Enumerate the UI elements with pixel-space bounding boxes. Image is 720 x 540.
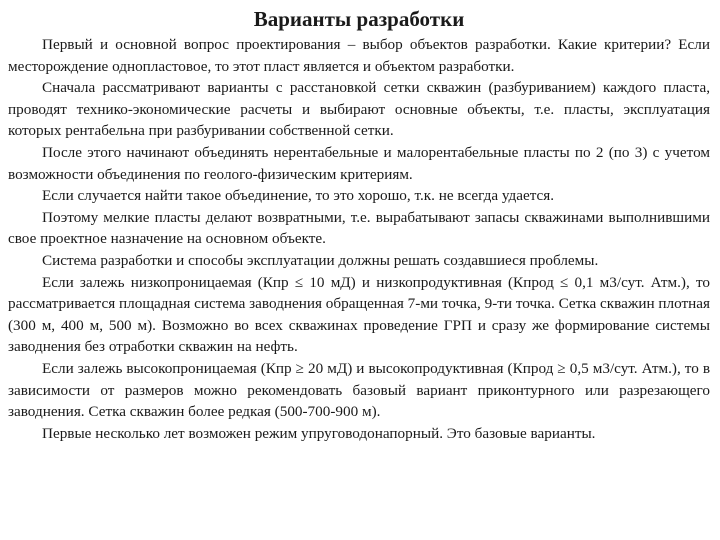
paragraph: Поэтому мелкие пласты делают возвратными, т.е. вырабатывают запасы скважинами выполнившими свое проектное назначение на основном объекте. bbox=[8, 208, 710, 248]
page-title: Варианты разработки bbox=[253, 7, 465, 31]
paragraph: Первый и основной вопрос проектирования – выбор объектов разработки. Какие критерии? Если месторождение однопластовое, то этот пласт является и объектом разработки. bbox=[8, 36, 710, 75]
paragraph: Система разработки и способы эксплуатации должны решать создавшиеся проблемы. bbox=[42, 251, 599, 269]
document-body bbox=[8, 34, 710, 444]
paragraph: Первые несколько лет возможен режим упруговодонапорный. Это базовые варианты. bbox=[42, 424, 596, 442]
paragraph: После этого начинают объединять нерентабельные и малорентабельные пласты по 2 (по 3) с учетом возможности объединения по геолого-физическим критериям. bbox=[8, 143, 710, 183]
paragraph: Если залежь высокопроницаемая (Кпр ≥ 20 мД) и высокопродуктивная (Кпрод ≥ 0,5 м3/сут. Атм.), то в зависимости от размеров можно рекомендовать базовый вариант приконтурного или разрезающего заводнения. Сетка скважин более редкая (500-700-900 м). bbox=[8, 359, 710, 421]
paragraph: Сначала рассматривают варианты с расстановкой сетки скважин (разбуриванием) каждого пласта, проводят технико-экономические расчеты и выбирают основные объекты, т.е. пласты, эксплуатация которых рентабельна при разбуривании собственной сетки. bbox=[8, 79, 710, 140]
paragraph: Если случается найти такое объединение, то это хорошо, т.к. не всегда удается. bbox=[42, 187, 555, 205]
paragraph: Если залежь низкопроницаемая (Кпр ≤ 10 мД) и низкопродуктивная (Кпрод ≤ 0,1 м3/сут. Атм.), то рассматривается площадная система заводнения обращенная 7-ми точка, 9-ти точка. Сетка скважин плотная (300 м, 400 м, 500 м). Возможно во всех скважинах проведение ГРП и сразу же формирование системы заводнения без отработки скважин на нефть. bbox=[8, 273, 710, 356]
